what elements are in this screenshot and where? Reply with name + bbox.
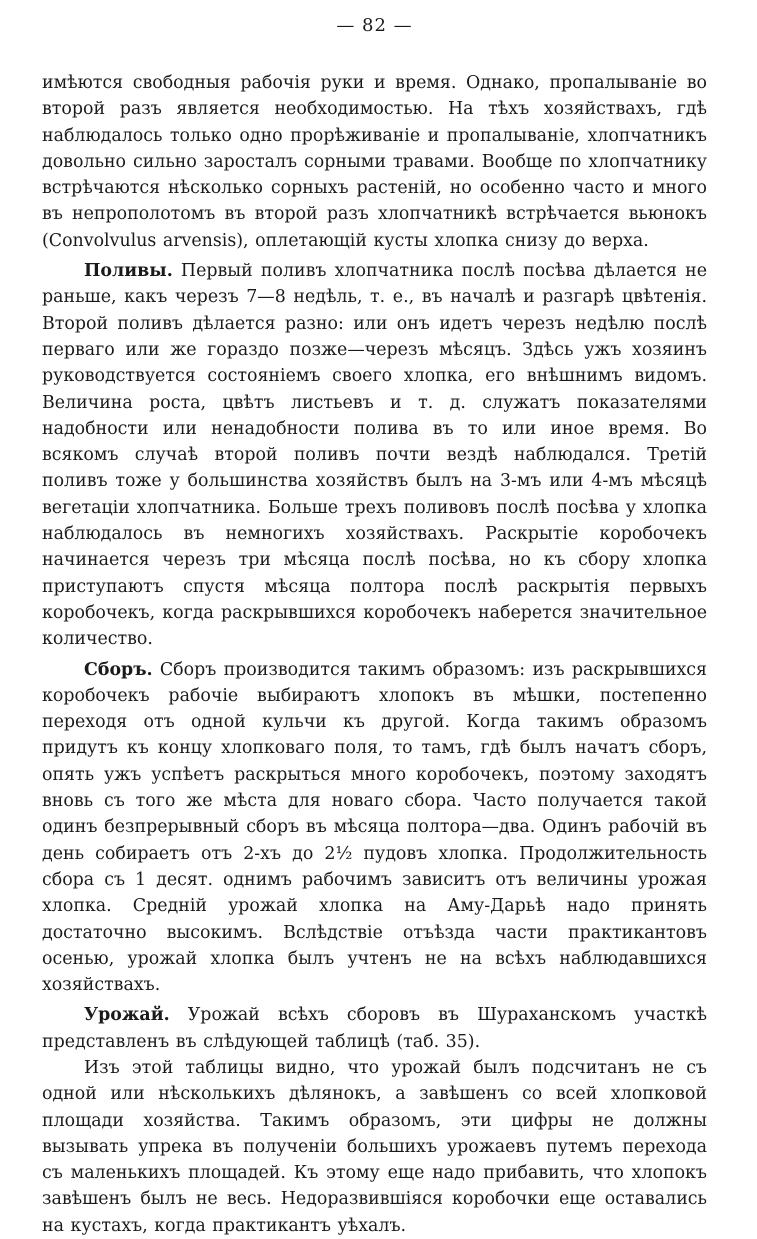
paragraph-text: имѣются свободныя рабочія руки и время. Однако, пропалываніе во второй разъ является необходимостью. На тѣхъ хозяйствахъ, гдѣ наблюдалось только одно прорѣживаніе и пропалываніе, хлопчатникъ довольно сильно заросталъ сорными травами. Вообще по хлопчатнику встрѣчаются нѣсколько сорныхъ растеній, но особенно часто и много въ непрополотомъ въ второй разъ хлопчатникѣ встрѣчается вьюнокъ (Convolvulus arvensis), оплетающій кусты хлопка снизу до верха. xyxy=(42,73,707,251)
page-number: — 82 — xyxy=(336,15,413,36)
paragraph-yield xyxy=(42,1002,707,1055)
paragraph-weeding xyxy=(42,70,707,254)
paragraph-text: Изъ этой таблицы видно, что урожай былъ подсчитанъ не съ одной или нѣсколькихъ дѣлянокъ, а завѣшенъ со всей хлопковой площади хозяйства. Такимъ образомъ, эти цифры не должны вызывать упрека въ полученіи большихъ урожаевъ путемъ перехода съ маленькихъ площадей. Къ этому еще надо прибавить, что хлопокъ завѣшенъ былъ не весь. Недоразвившіяся коробочки еще оставались на кустахъ, когда практикантъ уѣхалъ. xyxy=(42,1057,707,1236)
paragraph-text: Первый поливъ хлопчатника послѣ посѣва дѣлается не раньше, какъ черезъ 7—8 недѣль, т. е., въ началѣ и разгарѣ цвѣтенія. Второй поливъ дѣлается разно: или онъ идетъ черезъ недѣлю послѣ перваго или же гораздо позже—черезъ мѣсяцъ. Здѣсь ужъ хозяинъ руководствуется состояніемъ своего хлопка, его внѣшнимъ видомъ. Величина роста, цвѣтъ листьевъ и т. д. служатъ показателями надобности или ненадобности полива въ то или иное время. Во всякомъ случаѣ второй поливъ почти вездѣ наблюдался. Третій поливъ тоже у большинства хозяйствъ былъ на 3-мъ или 4-мъ мѣсяцѣ вегетаціи хлопчатника. Больше трехъ поливовъ послѣ посѣва у хлопка наблюдалось въ немногихъ хозяйствахъ. Раскрытіе коробочекъ начинается черезъ три мѣсяца послѣ посѣва, но къ сбору хлопка приступаютъ спустя мѣсяца полтора послѣ раскрытія первыхъ коробочекъ, когда раскрывшихся коробочекъ наберется значительное количество. xyxy=(42,261,707,650)
paragraph-table-note xyxy=(42,1055,707,1239)
section-heading-watering: Поливы. xyxy=(84,261,173,282)
section-heading-yield: Урожай. xyxy=(84,1005,170,1026)
paragraph-harvest xyxy=(42,657,707,999)
section-heading-harvest: Сборъ. xyxy=(84,659,153,680)
paragraph-text: Урожай всѣхъ сборовъ въ Шураханскомъ участкѣ представленъ въ слѣдующей таблицѣ (таб. 35). xyxy=(42,1005,707,1052)
paragraph-text: Сборъ производится такимъ образомъ: изъ раскрывшихся коробочекъ рабочіе выбираютъ хлопокъ въ мѣшки, постепенно переходя отъ одной кульчи къ другой. Когда такимъ образомъ придутъ къ концу хлопковаго поля, то тамъ, гдѣ былъ начатъ сборъ, опять ужъ успѣетъ раскрыться много коробочекъ, поэтому заходятъ вновь съ того же мѣста для новаго сбора. Часто получается такой одинъ безпрерывный сборъ въ мѣсяца полтора—два. Одинъ рабочій въ день собираетъ отъ 2-хъ до 2½ пудовъ хлопка. Продолжительность сбора съ 1 десят. однимъ рабочимъ зависитъ отъ величины урожая хлопка. Средній урожай хлопка на Аму-Дарьѣ надо принять достаточно высокимъ. Вслѣдствіе отъѣзда части практикантовъ осенью, урожай хлопка былъ учтенъ не на всѣхъ наблюдавшихся хозяйствахъ. xyxy=(42,659,707,996)
paragraph-watering xyxy=(42,258,707,652)
